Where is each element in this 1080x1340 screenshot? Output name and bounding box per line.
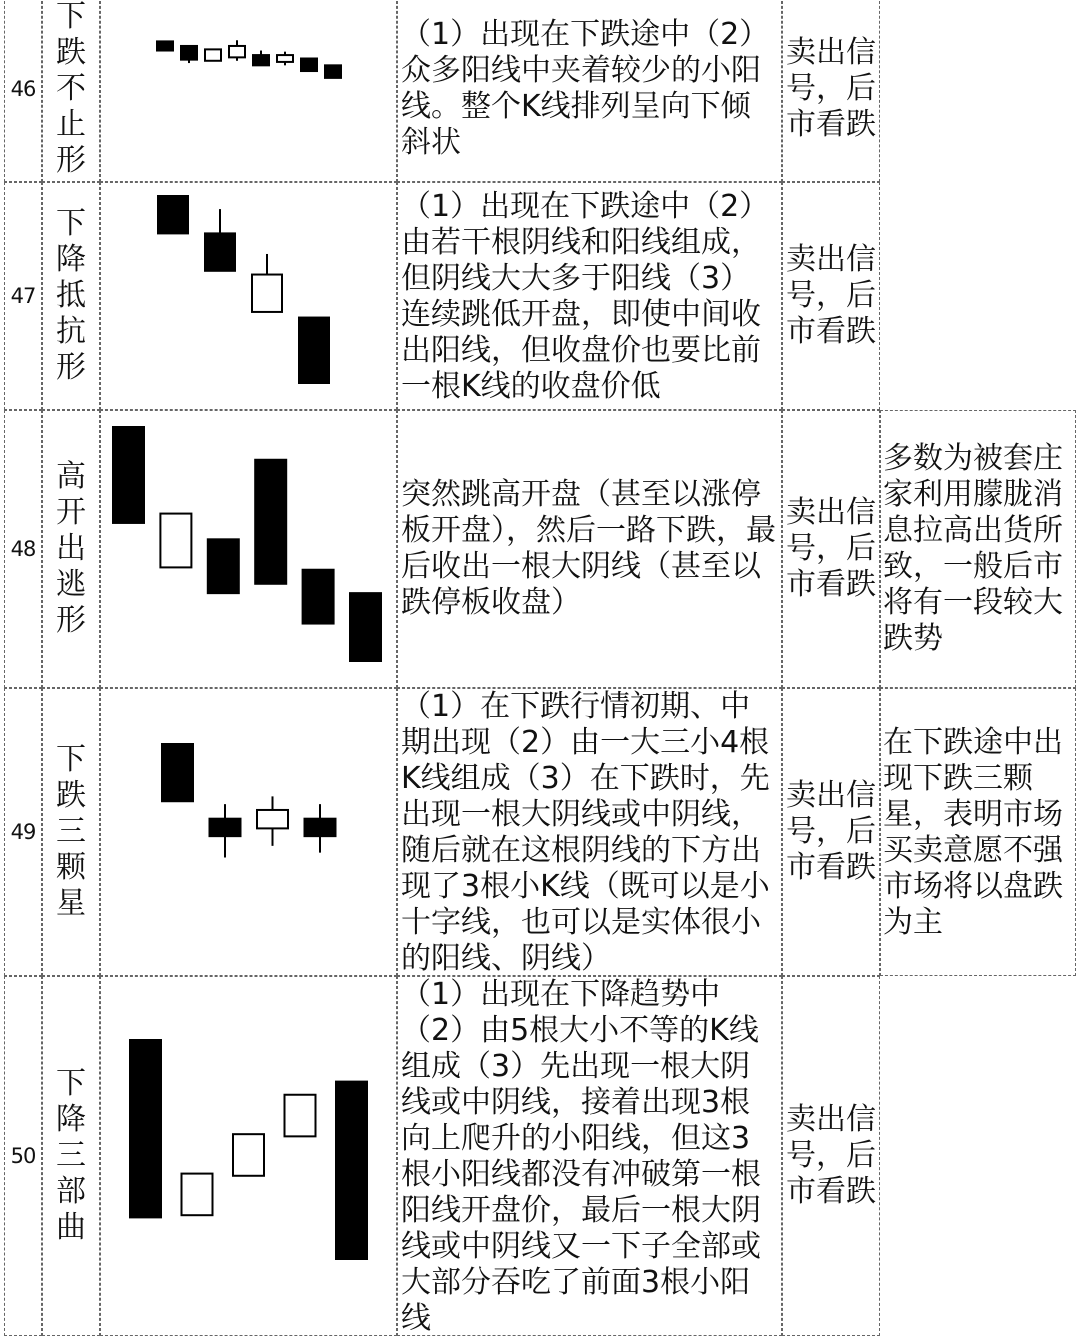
description-cell <box>397 0 782 182</box>
name-cell <box>42 410 100 688</box>
bearish-candle <box>210 804 241 857</box>
chart-cell <box>100 182 397 410</box>
pattern-number: 46 <box>10 77 36 101</box>
chart-cell <box>100 688 397 976</box>
candle-body <box>158 196 188 233</box>
description-cell <box>397 182 782 410</box>
number-cell <box>4 182 42 410</box>
bullish-candle <box>233 1134 264 1176</box>
candle-body <box>301 59 317 72</box>
signal-cell <box>782 182 880 410</box>
name-cell <box>42 976 100 1336</box>
candle-body <box>205 233 235 270</box>
chart-cell <box>100 410 397 688</box>
candle-body <box>113 427 144 523</box>
candle-body <box>303 570 334 624</box>
bearish-candle <box>158 196 188 233</box>
description-cell <box>397 688 782 976</box>
candle-body <box>160 514 191 568</box>
description-cell <box>397 976 782 1336</box>
pattern-note: 在下跌途中出现下跌三颗星，表明市场买卖意愿不强市场将以盘跌为主 <box>883 725 1063 940</box>
bearish-candle <box>113 427 144 523</box>
candle-body <box>162 744 193 801</box>
number-cell <box>4 976 42 1336</box>
bearish-candle <box>350 593 381 661</box>
signal-cell <box>782 0 880 182</box>
chart-cell <box>100 0 397 182</box>
candle-body <box>299 318 329 383</box>
pattern-number: 50 <box>10 1144 36 1168</box>
candle-body <box>325 65 341 78</box>
number-cell <box>4 410 42 688</box>
bearish-candle <box>305 804 336 853</box>
candlestick-chart <box>101 183 398 411</box>
bearish-candle <box>205 209 235 271</box>
pattern-name: 下降三部曲 <box>56 1066 86 1245</box>
bearish-candle <box>181 46 197 63</box>
table-row <box>0 410 1080 688</box>
bearish-candle <box>325 65 341 78</box>
pattern-description: （1）在下跌行情初期、中期出现（2）由一大三小4根K线组成（3）在下跌时，先出现一根大阴线或中阴线，随后就在这根阴线的下方出现了3根小K线（既可以是小十字线，也可以是实体很小的阳线、阴线） <box>401 689 770 976</box>
candle-body <box>350 593 381 661</box>
candle-body <box>255 460 286 584</box>
table-row <box>0 182 1080 410</box>
bullish-candle <box>229 40 245 61</box>
bearish-candle <box>208 539 239 593</box>
pattern-number: 48 <box>10 537 36 561</box>
pattern-name: 高开出逃形 <box>56 459 86 638</box>
candle-body <box>130 1040 161 1217</box>
candle-body <box>252 275 282 312</box>
candle-body <box>305 819 336 836</box>
candle-body <box>205 49 221 60</box>
candle-body <box>181 46 197 60</box>
bearish-candle <box>336 1082 367 1259</box>
candle-body <box>157 41 173 50</box>
candle-body <box>208 539 239 593</box>
bullish-candle <box>252 254 282 312</box>
bullish-candle <box>277 52 293 66</box>
pattern-note: 多数为被套庄家利用朦胧消息拉高出货所致，一般后市将有一段较大跌势 <box>883 441 1063 656</box>
bullish-candle <box>160 514 191 568</box>
bullish-candle <box>205 49 221 60</box>
pattern-signal: 卖出信号，后市看跌 <box>786 242 876 349</box>
signal-cell <box>782 976 880 1336</box>
bullish-candle <box>257 796 288 845</box>
table-row <box>0 976 1080 1336</box>
bullish-candle <box>285 1095 316 1137</box>
pattern-number: 49 <box>10 820 36 844</box>
bearish-candle <box>299 318 329 383</box>
signal-cell <box>782 688 880 976</box>
signal-cell <box>782 410 880 688</box>
note-cell <box>880 688 1076 976</box>
table-row <box>0 688 1080 976</box>
pattern-signal: 卖出信号，后市看跌 <box>786 778 876 885</box>
pattern-signal: 卖出信号，后市看跌 <box>786 495 876 602</box>
number-cell <box>4 688 42 976</box>
candle-body <box>182 1174 213 1216</box>
bearish-candle <box>255 460 286 584</box>
candle-body <box>285 1095 316 1137</box>
candlestick-chart <box>101 977 398 1337</box>
bearish-candle <box>157 41 173 50</box>
pattern-signal: 卖出信号，后市看跌 <box>786 1102 876 1209</box>
name-cell <box>42 688 100 976</box>
pattern-number: 47 <box>10 284 36 308</box>
pattern-description: 突然跳高开盘（甚至以涨停板开盘），然后一路下跌，最后收出一根大阴线（甚至以跌停板收盘） <box>401 477 776 620</box>
table-row <box>0 0 1080 182</box>
candle-body <box>229 46 245 57</box>
pattern-name: 下降抵抗形 <box>56 206 86 385</box>
description-cell <box>397 410 782 688</box>
bearish-candle <box>162 744 193 801</box>
candle-body <box>210 819 241 836</box>
pattern-name: 下跌不止形 <box>56 0 86 178</box>
pattern-description: （1）出现在下降趋势中（2）由5根大小不等的K线组成（3）先出现一根大阴线或中阴线，接着出现3根向上爬升的小阳线，但这3根小阳线都没有冲破第一根阳线开盘价，最后一根大阴线或中阴线又一下子全部或大部分吞吃了前面3根小阳线 <box>401 977 761 1336</box>
bearish-candle <box>303 570 334 624</box>
pattern-description: （1）出现在下跌途中（2）众多阳线中夹着较少的小阳线。整个K线排列呈向下倾斜状 <box>401 17 770 160</box>
candle-body <box>233 1134 264 1176</box>
bearish-candle <box>253 51 269 66</box>
bullish-candle <box>182 1174 213 1216</box>
candlestick-chart <box>101 0 398 183</box>
pattern-signal: 卖出信号，后市看跌 <box>786 35 876 142</box>
bearish-candle <box>301 59 317 72</box>
pattern-description: （1）出现在下跌途中（2）由若干根阴线和阳线组成，但阴线大大多于阳线（3）连续跳低开盘，即使中间收出阳线，但收盘价也要比前一根K线的收盘价低 <box>401 189 770 404</box>
bearish-candle <box>130 1040 161 1217</box>
candle-body <box>336 1082 367 1259</box>
number-cell <box>4 0 42 182</box>
pattern-name: 下跌三颗星 <box>56 742 86 921</box>
name-cell <box>42 182 100 410</box>
note-cell <box>880 410 1076 688</box>
candlestick-chart <box>101 411 398 689</box>
candlestick-chart <box>101 689 398 977</box>
candle-body <box>277 55 293 62</box>
candle-body <box>257 810 288 828</box>
name-cell <box>42 0 100 182</box>
candle-body <box>253 55 269 65</box>
chart-cell <box>100 976 397 1336</box>
